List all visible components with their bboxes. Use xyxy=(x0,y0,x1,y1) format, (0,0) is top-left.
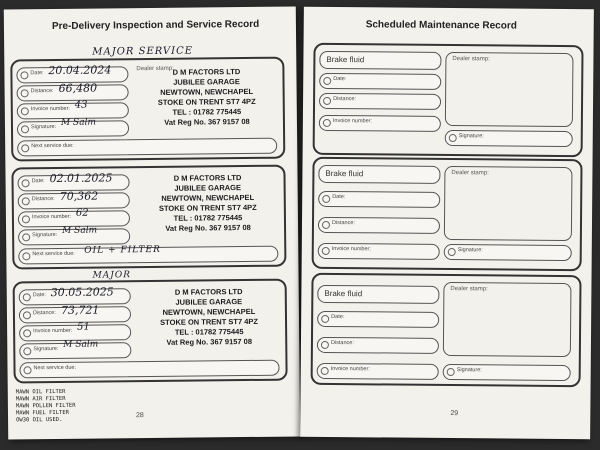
date-field[interactable]: Date: xyxy=(319,73,441,90)
invoice-field[interactable]: Invoice number: xyxy=(319,115,441,132)
service-record-1 xyxy=(10,57,285,162)
date-field[interactable]: Date: xyxy=(318,191,440,208)
date-field[interactable]: Date: xyxy=(16,66,128,83)
signature-field[interactable]: Signature: xyxy=(443,364,571,381)
next-service-field[interactable]: Next service due: xyxy=(18,246,278,265)
maintenance-record-3 xyxy=(311,273,582,387)
distance-field[interactable]: Distance: xyxy=(319,93,441,110)
signature-value: M Salm xyxy=(62,225,98,236)
left-page xyxy=(4,6,300,439)
service-record-3 xyxy=(13,279,288,384)
next-service-field[interactable]: Next service due: xyxy=(17,138,277,157)
dealer-stamp-label: Dealer stamp: xyxy=(136,65,174,73)
dealer-stamp: D M FACTORS LTD JUBILEE GARAGE NEWTOWN, NEWCHAPEL STOKE ON TRENT ST7 4PZ TEL : 01782 775445 Vat Reg No. 367 9157 08 xyxy=(160,287,258,347)
date-field[interactable]: Date: xyxy=(19,288,131,305)
record-heading: MAJOR xyxy=(92,270,132,281)
service-record-2 xyxy=(11,165,286,270)
signature-value: M Salm xyxy=(63,339,99,350)
next-service-field[interactable]: Next service due: xyxy=(19,360,279,379)
brake-fluid-field[interactable]: Brake fluid xyxy=(319,51,441,70)
invoice-value: 43 xyxy=(74,99,88,111)
distance-field[interactable]: Distance: xyxy=(18,192,130,209)
dealer-stamp-area: Dealer stamp: xyxy=(445,52,574,127)
next-service-value: OIL + FILTER xyxy=(84,244,161,256)
maintenance-record-2 xyxy=(312,157,583,271)
maintenance-record-1 xyxy=(313,43,584,157)
signature-field[interactable]: Signature: xyxy=(445,130,573,147)
date-field[interactable]: Date: xyxy=(17,174,129,191)
invoice-field[interactable]: Invoice number: xyxy=(317,363,439,380)
signature-field[interactable]: Signature: xyxy=(444,244,572,261)
dealer-stamp: D M FACTORS LTD JUBILEE GARAGE NEWTOWN, NEWCHAPEL STOKE ON TRENT ST7 4PZ TEL : 01782 775445 Vat Reg No. 367 9157 08 xyxy=(158,173,257,233)
distance-value: 66,480 xyxy=(58,81,98,95)
date-value: 02.01.2025 xyxy=(49,171,113,186)
invoice-field[interactable]: Invoice number: xyxy=(18,210,130,227)
distance-field[interactable]: Distance: xyxy=(19,306,131,323)
record-heading: MAJOR SERVICE xyxy=(92,45,194,58)
right-page xyxy=(300,7,594,440)
handwritten-notes: MAWN OIL FILTER MAWN AIR FILTER MAWN POLLEN FILTER MAWN FUEL FILTER OW30 OIL USED. xyxy=(15,388,76,424)
signature-field[interactable]: Signature: xyxy=(18,228,130,245)
signature-field[interactable]: Signature: xyxy=(19,342,131,359)
distance-field[interactable]: Distance: xyxy=(17,84,129,101)
page-number: 29 xyxy=(450,410,459,418)
distance-value: 73,721 xyxy=(60,303,100,317)
dealer-stamp-area: Dealer stamp: xyxy=(443,282,572,357)
page-title: Pre-Delivery Inspection and Service Record xyxy=(51,18,260,33)
dealer-stamp: D M FACTORS LTD JUBILEE GARAGE NEWTOWN, NEWCHAPEL STOKE ON TRENT ST7 4PZ TEL : 01782 775445 Vat Reg No. 367 9157 08 xyxy=(157,67,256,127)
distance-value: 70,362 xyxy=(59,189,99,203)
invoice-field[interactable]: Invoice number: xyxy=(19,324,131,341)
distance-field[interactable]: Distance: xyxy=(318,217,440,234)
invoice-field[interactable]: Invoice number: xyxy=(17,102,129,119)
signature-field[interactable]: Signature: xyxy=(17,120,129,137)
signature-value: M Salm xyxy=(60,117,97,128)
page-number: 28 xyxy=(135,412,144,420)
date-value: 20.04.2024 xyxy=(48,63,112,78)
brake-fluid-field[interactable]: Brake fluid xyxy=(318,165,440,184)
date-field[interactable]: Date: xyxy=(317,311,439,328)
invoice-value: 51 xyxy=(77,321,90,333)
invoice-value: 62 xyxy=(75,207,89,219)
distance-field[interactable]: Distance: xyxy=(317,337,439,354)
brake-fluid-field[interactable]: Brake fluid xyxy=(317,285,439,304)
dealer-stamp-area: Dealer stamp: xyxy=(444,166,573,241)
invoice-field[interactable]: Invoice number: xyxy=(318,243,440,260)
date-value: 30.05.2025 xyxy=(50,285,114,300)
page-title: Scheduled Maintenance Record xyxy=(365,19,517,32)
